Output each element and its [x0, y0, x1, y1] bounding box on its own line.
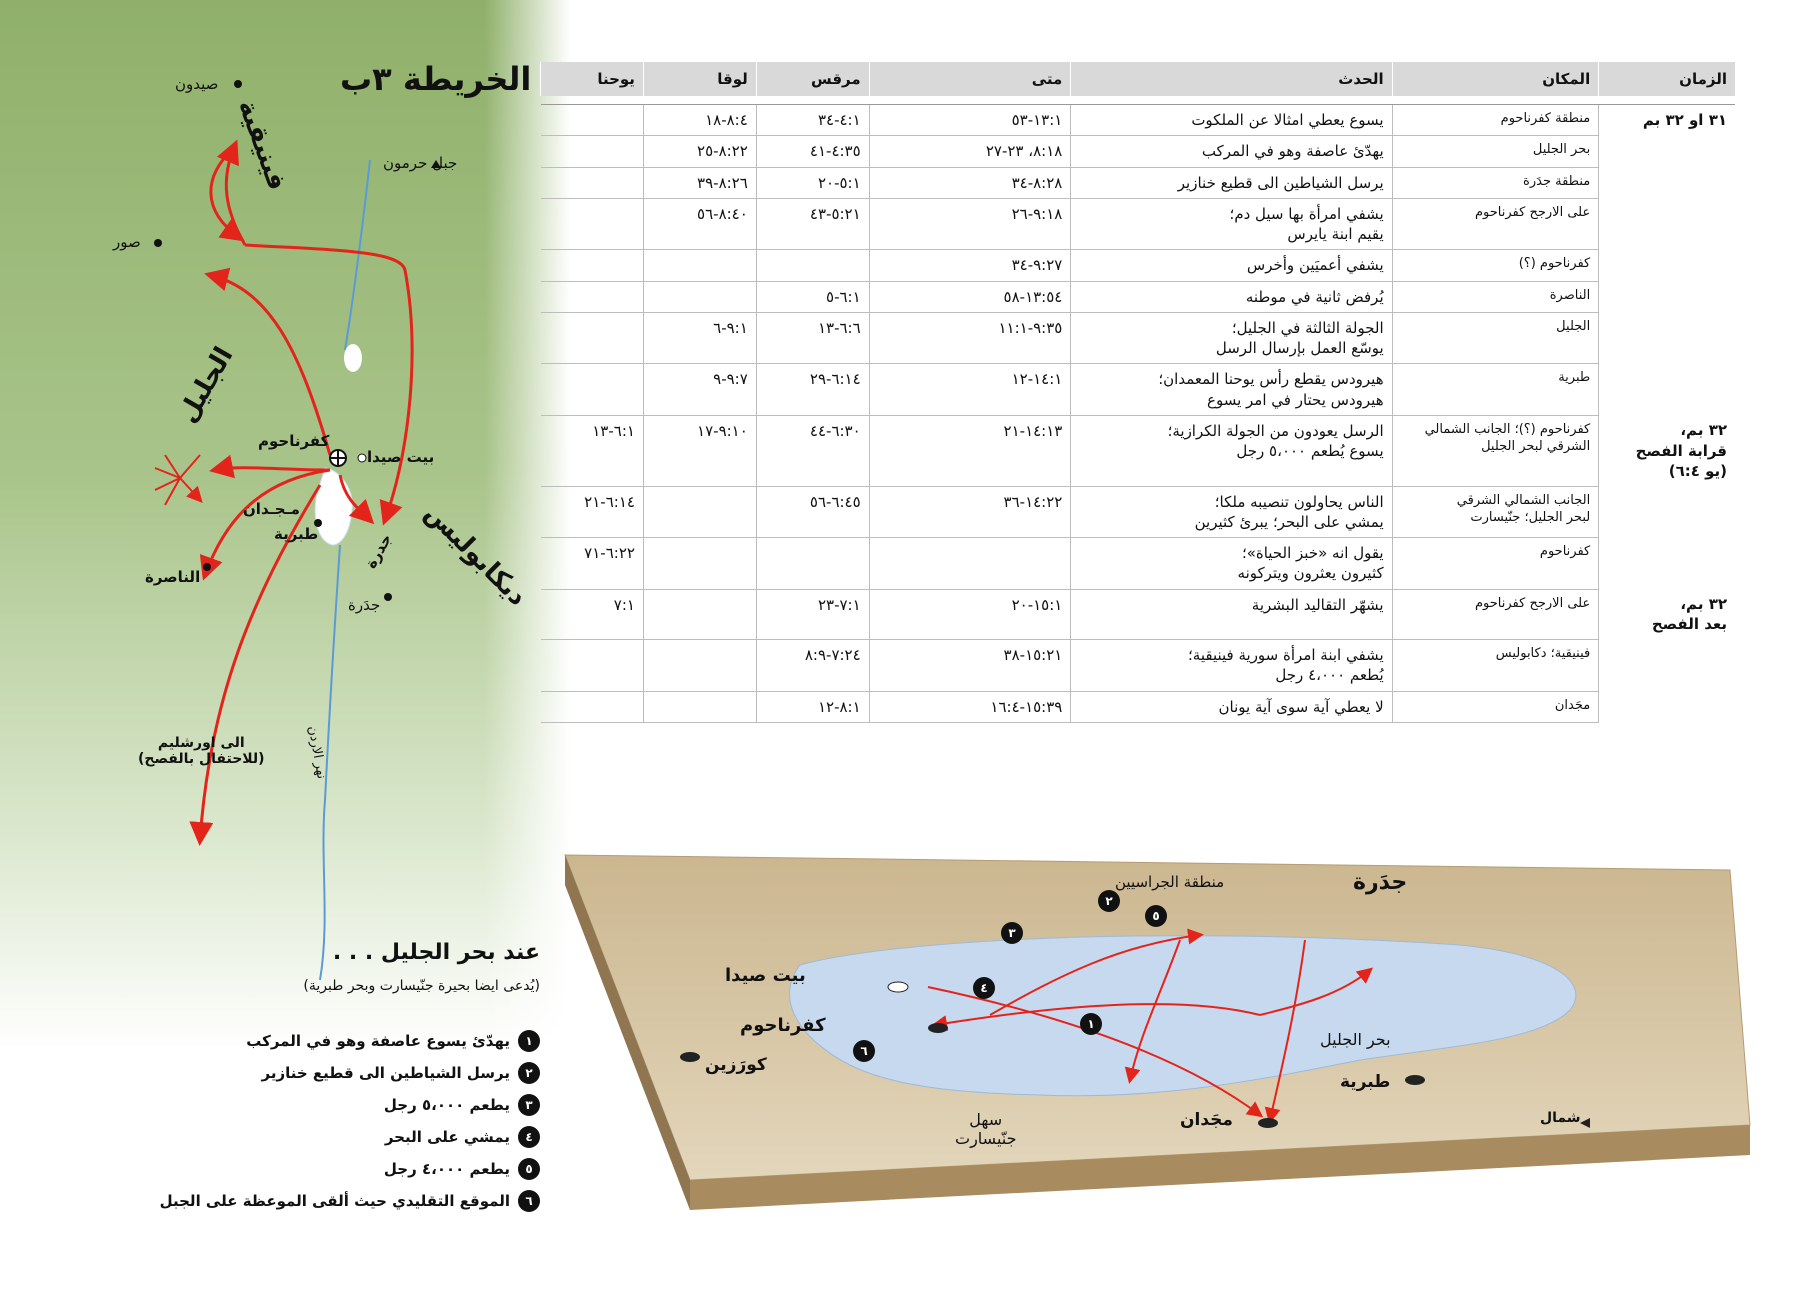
table-cell-matthew: ١٤:٢٢-٣٦ — [869, 486, 1071, 538]
table-cell-mark: ٦:١-٥ — [756, 281, 869, 312]
region-label-phoenicia: فينيقية — [231, 95, 293, 195]
table-cell-time — [1599, 136, 1735, 167]
table-cell-matthew: ١٣:١-٥٣ — [869, 105, 1071, 136]
region-label-galilee: الجليل — [172, 342, 240, 428]
map-title: الخريطة ٣ب — [340, 60, 532, 98]
relief-label-tiberias: طبرية — [1340, 1072, 1391, 1092]
table-cell-event: يهدّئ عاصفة وهو في المركب — [1071, 136, 1392, 167]
table-row — [541, 538, 1736, 590]
number-badge-icon: ٤ — [518, 1126, 540, 1148]
relief-label-chorazin: كورَزين — [705, 1055, 767, 1075]
table-cell-event: يشهّر التقاليد البشرية — [1071, 589, 1392, 640]
table-row — [541, 198, 1736, 250]
legend-item-text: يطعم ٤،٠٠٠ رجل — [383, 1160, 510, 1178]
table-cell-place: على الارجح كفرناحوم — [1392, 589, 1599, 640]
table-cell-john — [541, 281, 644, 312]
relief-label-magadan: مجَدان — [1180, 1110, 1233, 1130]
table-cell-mark: ٥:١-٢٠ — [756, 167, 869, 198]
sea-of-galilee-relief-map — [560, 845, 1760, 1245]
table-cell-time — [1599, 312, 1735, 364]
table-cell-john: ٧:١ — [541, 589, 644, 640]
number-badge-icon: ٥ — [518, 1158, 540, 1180]
table-cell-time — [1599, 198, 1735, 250]
table-cell-matthew — [869, 538, 1071, 590]
table-cell-john — [541, 105, 644, 136]
table-cell-time — [1599, 691, 1735, 722]
table-cell-luke — [643, 250, 756, 281]
table-cell-luke: ٩:٧-٩ — [643, 364, 756, 416]
table-row — [541, 589, 1736, 640]
table-cell-john: ٦:١٤-٢١ — [541, 486, 644, 538]
table-cell-john — [541, 250, 644, 281]
table-cell-mark: ٨:١-١٢ — [756, 691, 869, 722]
table-cell-event: يشفي امرأة بها سيل دم؛ يقيم ابنة يايرس — [1071, 198, 1392, 250]
place-label-gadara: جدرة — [361, 530, 396, 572]
place-label-sidon: صيدون — [175, 75, 219, 93]
galilee-region-map — [0, 0, 580, 1050]
relief-marker-badge: ٤ — [973, 977, 995, 999]
table-cell-luke: ٨:٤٠-٥٦ — [643, 198, 756, 250]
table-cell-mark: ٦:٦-١٣ — [756, 312, 869, 364]
table-cell-mark: ٦:٣٠-٤٤ — [756, 415, 869, 486]
table-cell-matthew: ٨:١٨، ٢٣-٢٧ — [869, 136, 1071, 167]
place-label-nazareth: الناصرة — [145, 568, 201, 586]
table-cell-matthew: ١٥:٣٩-١٦:٤ — [869, 691, 1071, 722]
table-cell-mark: ٥:٢١-٤٣ — [756, 198, 869, 250]
table-cell-john: ٦:٢٢-٧١ — [541, 538, 644, 590]
table-cell-time — [1599, 486, 1735, 538]
table-row — [541, 312, 1736, 364]
table-cell-mark: ٧:١-٢٣ — [756, 589, 869, 640]
table-row — [541, 691, 1736, 722]
table-cell-matthew: ١٥:٢١-٣٨ — [869, 640, 1071, 692]
relief-label-gerasenes: منطقة الجراسيين — [1115, 873, 1225, 891]
table-cell-event: يسوع يعطي امثالا عن الملكوت — [1071, 105, 1392, 136]
legend-item — [384, 1094, 540, 1116]
table-cell-time — [1599, 167, 1735, 198]
relief-marker-badge: ٥ — [1145, 905, 1167, 927]
events-table — [540, 62, 1735, 723]
legend-item-text: يطعم ٥،٠٠٠ رجل — [383, 1096, 510, 1114]
table-row — [541, 136, 1736, 167]
table-cell-place: منطقة جدَرة — [1392, 167, 1599, 198]
table-row — [541, 281, 1736, 312]
table-cell-john — [541, 312, 644, 364]
table-cell-matthew: ١٣:٥٤-٥٨ — [869, 281, 1071, 312]
table-cell-place: منطقة كفرناحوم — [1392, 105, 1599, 136]
table-cell-place: الجانب الشمالي الشرقي لبحر الجليل؛ جنّيسارت — [1392, 486, 1599, 538]
relief-label-gadara: جدَرة — [1353, 870, 1408, 895]
table-row — [541, 640, 1736, 692]
table-cell-time: ٣٢ بم، بعد الفصح — [1599, 589, 1735, 640]
table-cell-matthew: ٩:٣٥-١١:١ — [869, 312, 1071, 364]
number-badge-icon: ١ — [518, 1030, 540, 1052]
table-cell-event: يُرفض ثانية في موطنه — [1071, 281, 1392, 312]
table-row — [541, 250, 1736, 281]
river-label-jordan: نهر الاردن — [304, 724, 329, 781]
table-cell-place: كفرناحوم (؟)؛ الجانب الشمالي الشرقي لبحر الجليل — [1392, 415, 1599, 486]
table-cell-place: بحر الجليل — [1392, 136, 1599, 167]
place-label-gerasa: جدَرة — [348, 596, 381, 614]
col-header-john: يوحنا — [541, 62, 644, 96]
table-cell-john — [541, 198, 644, 250]
legend-title: عند بحر الجليل . . . — [332, 940, 540, 965]
table-cell-mark: ٧:٢٤-٨:٩ — [756, 640, 869, 692]
table-cell-luke — [643, 589, 756, 640]
number-badge-icon: ٦ — [518, 1190, 540, 1212]
table-cell-luke: ٩:١٠-١٧ — [643, 415, 756, 486]
table-cell-matthew: ١٥:١-٢٠ — [869, 589, 1071, 640]
table-cell-luke — [643, 486, 756, 538]
table-cell-place: فينيقية؛ دكابوليس — [1392, 640, 1599, 692]
table-cell-time — [1599, 364, 1735, 416]
relief-marker-badge: ١ — [1080, 1013, 1102, 1035]
table-cell-matthew: ٩:٢٧-٣٤ — [869, 250, 1071, 281]
col-header-mark: مرقس — [756, 62, 869, 96]
table-cell-john — [541, 364, 644, 416]
place-label-capernaum: كفرناحوم — [258, 432, 330, 450]
legend-item — [384, 1158, 540, 1180]
col-header-time: الزمان — [1599, 62, 1735, 96]
table-cell-mark: ٦:٤٥-٥٦ — [756, 486, 869, 538]
table-cell-john — [541, 136, 644, 167]
legend-item — [160, 1190, 540, 1212]
place-label-tiberias: طبرية — [274, 525, 319, 543]
table-cell-luke: ٨:٢٢-٢٥ — [643, 136, 756, 167]
table-cell-place: الجليل — [1392, 312, 1599, 364]
table-cell-john — [541, 640, 644, 692]
relief-marker-badge: ٦ — [853, 1040, 875, 1062]
table-cell-place: طبرية — [1392, 364, 1599, 416]
table-header-row — [541, 62, 1736, 96]
relief-marker-badge: ٣ — [1001, 922, 1023, 944]
table-cell-place: على الارجح كفرناحوم — [1392, 198, 1599, 250]
table-cell-time: ٣٢ بم، قرابة الفصح (يو ٦:٤) — [1599, 415, 1735, 486]
place-label-mount-hermon: جبل حرمون — [383, 154, 458, 172]
table-cell-luke: ٩:١-٦ — [643, 312, 756, 364]
table-cell-matthew: ١٤:١-١٢ — [869, 364, 1071, 416]
col-header-matthew: متى — [869, 62, 1071, 96]
place-label-tyre: صور — [113, 233, 141, 251]
relief-label-bethsaida: بيت صيدا — [725, 965, 806, 986]
relief-marker-badge: ٢ — [1098, 890, 1120, 912]
table-cell-john — [541, 167, 644, 198]
legend-item — [262, 1062, 540, 1084]
table-cell-place: كفرناحوم (؟) — [1392, 250, 1599, 281]
table-cell-luke — [643, 281, 756, 312]
legend-item-text: يمشي على البحر — [384, 1128, 510, 1146]
table-cell-event: يقول انه «خبز الحياة»؛ كثيرون يعثرون ويتركونه — [1071, 538, 1392, 590]
table-cell-time — [1599, 250, 1735, 281]
relief-label-capernaum: كفرناحوم — [740, 1015, 826, 1036]
route-note-jerusalem: الى اورشليم (للاحتفال بالفصح) — [138, 735, 265, 767]
table-cell-event: يشفي ابنة امرأة سورية فينيقية؛ يُطعم ٤،٠٠٠ رجل — [1071, 640, 1392, 692]
col-header-place: المكان — [1392, 62, 1599, 96]
table-cell-luke — [643, 640, 756, 692]
col-header-event: الحدث — [1071, 62, 1392, 96]
legend-item-text: يرسل الشياطين الى قطيع خنازير — [261, 1064, 510, 1082]
legend-item-text: الموقع التقليدي حيث ألقى الموعظة على الجبل — [159, 1192, 510, 1210]
table-cell-place: كفرناحوم — [1392, 538, 1599, 590]
number-badge-icon: ٣ — [518, 1094, 540, 1116]
table-row — [541, 105, 1736, 136]
table-cell-event: الجولة الثالثة في الجليل؛ يوسّع العمل بإرسال الرسل — [1071, 312, 1392, 364]
table-cell-place: مجَدان — [1392, 691, 1599, 722]
table-cell-time — [1599, 281, 1735, 312]
table-cell-event: يشفي أعميَين وأخرس — [1071, 250, 1392, 281]
legend-item-text: يهدّئ يسوع عاصفة وهو في المركب — [246, 1032, 510, 1050]
table-cell-place: الناصرة — [1392, 281, 1599, 312]
table-cell-luke — [643, 691, 756, 722]
table-cell-matthew: ٨:٢٨-٣٤ — [869, 167, 1071, 198]
table-cell-mark — [756, 250, 869, 281]
table-cell-john — [541, 691, 644, 722]
legend-item — [246, 1030, 540, 1052]
table-cell-matthew: ١٤:١٣-٢١ — [869, 415, 1071, 486]
number-badge-icon: ٢ — [518, 1062, 540, 1084]
table-row — [541, 167, 1736, 198]
legend-item — [385, 1126, 540, 1148]
table-cell-event: الرسل يعودون من الجولة الكرازية؛ يسوع يُطعم ٥،٠٠٠ رجل — [1071, 415, 1392, 486]
table-cell-luke: ٨:٤-١٨ — [643, 105, 756, 136]
table-row — [541, 364, 1736, 416]
table-cell-mark: ٤:٣٥-٤١ — [756, 136, 869, 167]
place-label-magadan: مـجـدان — [243, 500, 300, 518]
table-cell-event: يرسل الشياطين الى قطيع خنازير — [1071, 167, 1392, 198]
relief-label-gennesaret: سهل جنّيسارت — [955, 1110, 1017, 1148]
table-cell-event: لا يعطي آية سوى آية يونان — [1071, 691, 1392, 722]
table-cell-event: الناس يحاولون تنصيبه ملكا؛ يمشي على البحر؛ يبرئ كثيرين — [1071, 486, 1392, 538]
table-cell-time — [1599, 640, 1735, 692]
table-cell-event: هيرودس يقطع رأس يوحنا المعمدان؛ هيرودس يحتار في امر يسوع — [1071, 364, 1392, 416]
table-cell-mark — [756, 538, 869, 590]
table-cell-luke: ٨:٢٦-٣٩ — [643, 167, 756, 198]
place-label-bethsaida: بيت صيدا — [367, 448, 435, 466]
table-cell-mark: ٤:١-٣٤ — [756, 105, 869, 136]
north-label: شمال — [1540, 1110, 1581, 1126]
table-cell-mark: ٦:١٤-٢٩ — [756, 364, 869, 416]
lake-label: بحر الجليل — [1320, 1030, 1391, 1049]
table-row — [541, 486, 1736, 538]
table-cell-matthew: ٩:١٨-٢٦ — [869, 198, 1071, 250]
table-row — [541, 415, 1736, 486]
col-header-luke: لوقا — [643, 62, 756, 96]
legend-subtitle: (يُدعى ايضا بحيرة جنّيسارت وبحر طبرية) — [303, 978, 540, 994]
table-body — [541, 96, 1736, 722]
table-cell-time — [1599, 538, 1735, 590]
table-cell-john: ٦:١-١٣ — [541, 415, 644, 486]
region-label-decapolis: ديكابوليس — [418, 498, 533, 612]
table-cell-luke — [643, 538, 756, 590]
table-cell-time: ٣١ او ٣٢ بم — [1599, 105, 1735, 136]
